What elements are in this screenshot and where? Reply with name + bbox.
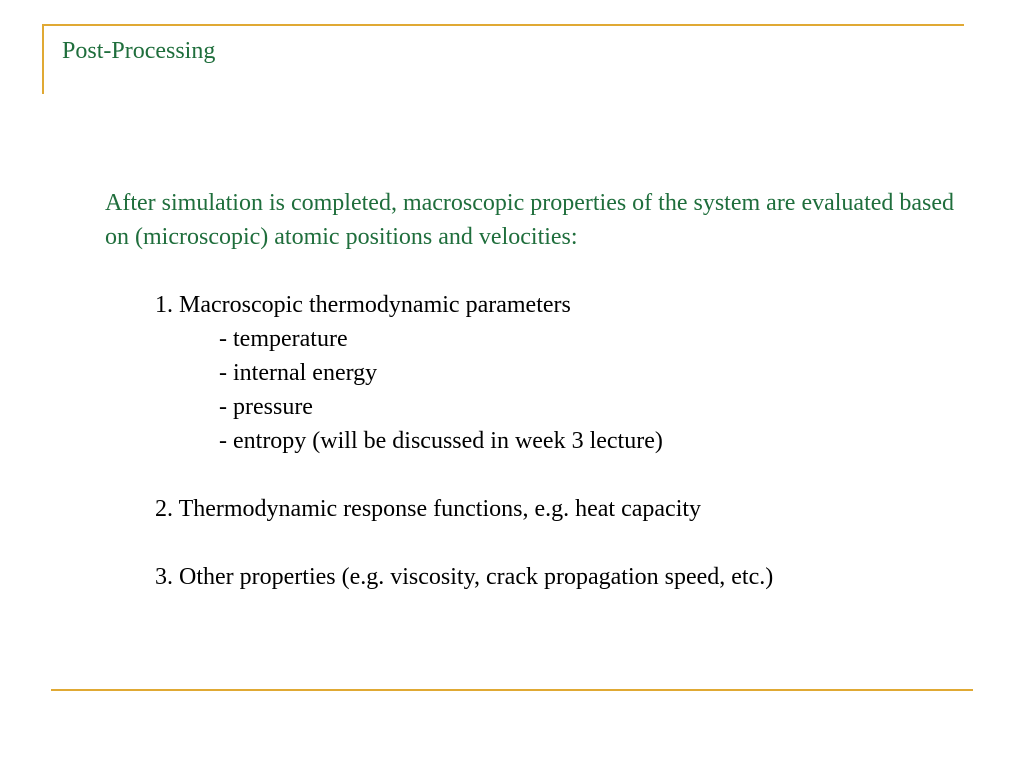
list-item-3: 3. Other properties (e.g. viscosity, crack propagation speed, etc.) — [155, 564, 774, 590]
intro-paragraph: After simulation is completed, macroscopic properties of the system are evaluated based on (microscopic) atomic positions and velocities: — [105, 190, 955, 250]
list-item-1: 1. Macroscopic thermodynamic parameters — [155, 292, 571, 318]
top-divider-rule — [42, 24, 964, 26]
bottom-divider-rule — [51, 689, 973, 691]
left-accent-rule — [42, 24, 44, 94]
sub-item-internal-energy: - internal energy — [219, 360, 378, 386]
list-item-2: 2. Thermodynamic response functions, e.g. heat capacity — [155, 496, 702, 522]
sub-item-temperature: - temperature — [219, 326, 348, 352]
sub-item-pressure: - pressure — [219, 394, 313, 420]
sub-item-entropy: - entropy (will be discussed in week 3 lecture) — [219, 428, 663, 454]
slide-title: Post-Processing — [62, 38, 216, 64]
